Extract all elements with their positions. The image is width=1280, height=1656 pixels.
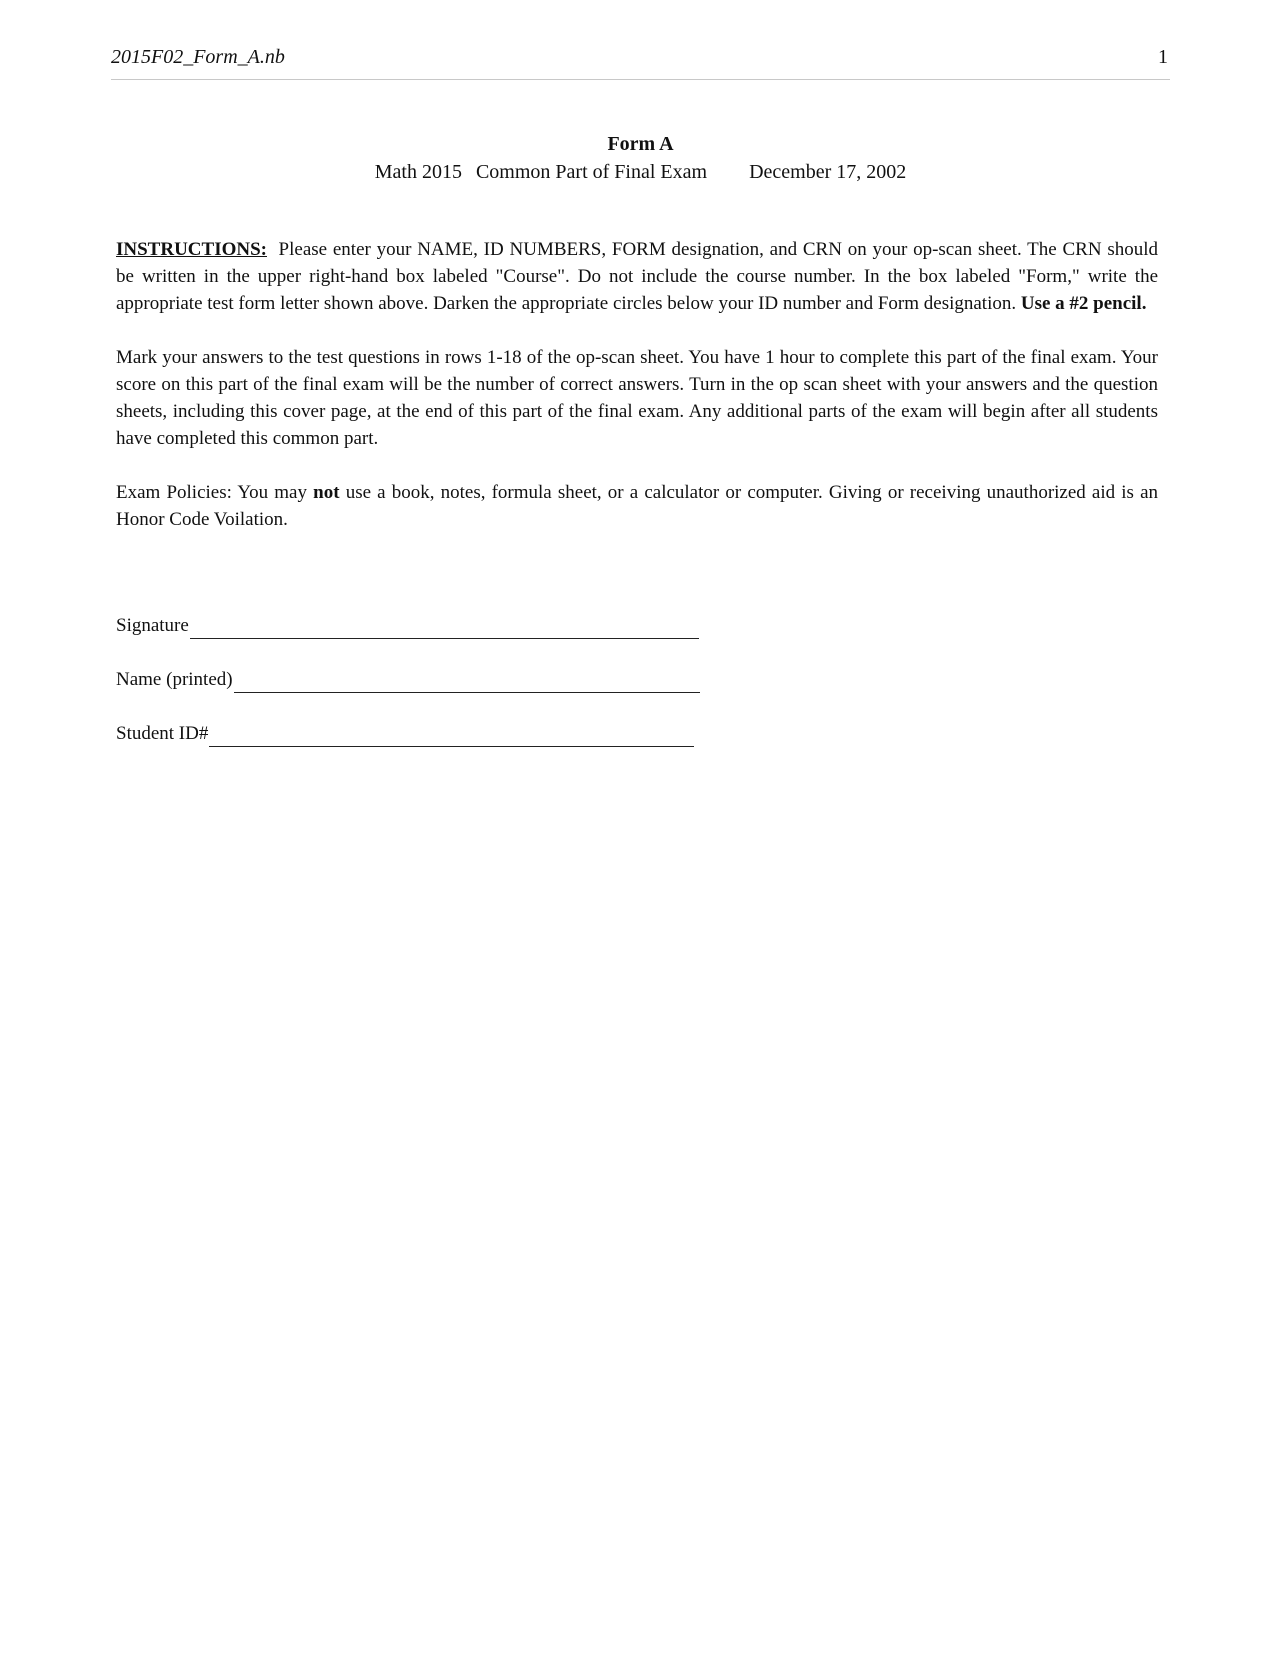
- student-id-label: Student ID#: [116, 723, 209, 744]
- instructions-paragraph: [116, 236, 1158, 317]
- policies-paragraph: [116, 479, 1158, 533]
- document-body: [116, 236, 1158, 560]
- name-field[interactable]: [116, 666, 700, 693]
- exam-date: December 17, 2002: [749, 161, 907, 183]
- instructions-label: INSTRUCTIONS:: [116, 239, 267, 260]
- student-id-line[interactable]: [209, 726, 694, 747]
- student-id-field[interactable]: [116, 720, 700, 747]
- policies-emphasis: not: [313, 482, 340, 503]
- exam-subtitle: [111, 159, 1170, 185]
- exam-name: Common Part of Final Exam: [475, 161, 708, 183]
- name-line[interactable]: [234, 672, 700, 693]
- file-name: 2015F02_Form_A.nb: [111, 46, 285, 68]
- signature-field[interactable]: [116, 612, 700, 639]
- instructions-text: Please enter your NAME, ID NUMBERS, FORM designation, and CRN on your op-scan sheet. The CRN should be written in the upper right-hand box labeled "Course". Do not include the course number. In the box labeled "Form," write the appropriate test form letter shown above. Darken the appropriate circles below your ID number and Form designation.: [116, 239, 1159, 314]
- signature-line[interactable]: [190, 618, 699, 639]
- title-block: [111, 131, 1170, 185]
- policies-text-after: use a book, notes, formula sheet, or a calculator or computer. Giving or receiving unauthorized aid is an Honor Code Voilation.: [116, 482, 1159, 530]
- policies-text-before: Exam Policies: You may: [116, 482, 307, 503]
- signature-label: Signature: [116, 615, 189, 636]
- answers-paragraph: Mark your answers to the test questions in rows 1-18 of the op-scan sheet. You have 1 hour to complete this part of the final exam. Your score on this part of the final exam will be the number of correct answers. Turn in the op scan sheet with your answers and the question sheets, including this cover page, at the end of this part of the final exam. Any additional parts of the exam will begin after all students have completed this common part.: [116, 347, 1158, 449]
- page-number: 1: [1158, 46, 1168, 68]
- page-header: [111, 45, 1170, 80]
- name-label: Name (printed): [116, 669, 233, 690]
- course-name: Math 2015: [374, 161, 462, 183]
- form-title: Form A: [607, 133, 674, 155]
- pencil-note: Use a #2 pencil.: [1020, 293, 1147, 314]
- signature-block: [116, 612, 700, 774]
